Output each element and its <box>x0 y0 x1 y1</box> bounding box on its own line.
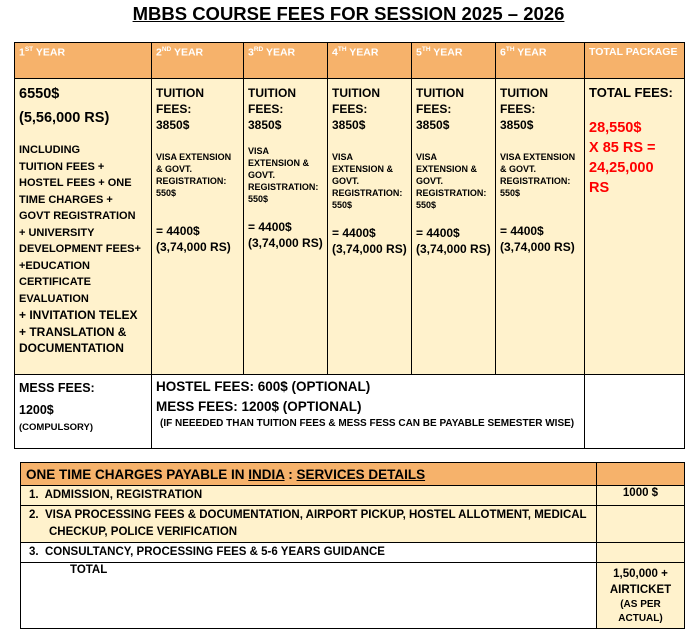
year-1-includes: INCLUDING TUITION FEES + HOSTEL FEES + ONE TIME CHARGES + GOVT REGISTRATION + UNIVERSITY DEVELOPMENT FEES+ +EDUCATION CERTIFICATE EVALUATION + INVITATION TELEX + TRANSLATION & DOCUMENTATION <box>19 144 141 355</box>
mess-fees-compulsory: MESS FEES: 1200$ (COMPULSORY) <box>15 375 152 449</box>
service-item-1-amount: 1000 $ <box>597 486 685 506</box>
services-total-label: TOTAL <box>21 563 597 629</box>
service-item-3: 3. CONSULTANCY, PROCESSING FEES & 5-6 YEARS GUIDANCE <box>21 543 685 563</box>
header-year-2: 2ND YEAR <box>152 43 244 79</box>
services-heading: ONE TIME CHARGES PAYABLE IN INDIA : SERVICES DETAILS <box>21 463 597 486</box>
services-total-row <box>21 563 685 629</box>
fee-table-year-row <box>15 79 685 375</box>
year-1-usd: 6550$ <box>19 86 60 102</box>
year-6-cell: TUITION FEES: 3850$ VISA EXTENSION & GOVT. REGISTRATION: 550$ = 4400$ (3,74,000 RS) <box>496 79 585 375</box>
total-fees-label: TOTAL FEES: <box>589 85 673 100</box>
total-fees-value: 28,550$ X 85 RS = 24,25,000 RS <box>589 120 656 196</box>
header-year-1: 1ST YEAR <box>15 43 152 79</box>
year-4-cell: TUITION FEES: 3850$ VISA EXTENSION & GOVT. REGISTRATION: 550$ = 4400$ (3,74,000 RS) <box>328 79 412 375</box>
service-item-1: 1. ADMISSION, REGISTRATION 1000 $ <box>21 486 685 506</box>
page-title: MBBS COURSE FEES FOR SESSION 2025 – 2026 <box>132 3 565 24</box>
services-header-row <box>21 463 685 486</box>
services-total-value: 1,50,000 + AIRTICKET (AS PER ACTUAL) <box>597 563 685 629</box>
year-1-inr: (5,56,000 RS) <box>19 110 110 126</box>
header-year-5: 5TH YEAR <box>412 43 496 79</box>
year-5-cell: TUITION FEES: 3850$ VISA EXTENSION & GOVT. REGISTRATION: 550$ = 4400$ (3,74,000 RS) <box>412 79 496 375</box>
total-package-cell <box>585 79 685 375</box>
services-heading-amount <box>597 463 685 486</box>
service-item-3-amount <box>597 543 685 563</box>
services-table <box>20 462 685 629</box>
optional-fees: HOSTEL FEES: 600$ (OPTIONAL) MESS FEES: 1200$ (OPTIONAL) (IF NEEEDED THAN TUITION FEES & MESS FESS CAN BE PAYABLE SEMESTER WISE) <box>152 375 585 449</box>
service-item-2: 2. VISA PROCESSING FEES & DOCUMENTATION, AIRPORT PICKUP, HOSTEL ALLOTMENT, MEDICAL CHECKUP, POLICE VERIFICATION <box>21 506 685 543</box>
header-year-6: 6TH YEAR <box>496 43 585 79</box>
header-year-4: 4TH YEAR <box>328 43 412 79</box>
service-item-2-amount <box>597 506 685 543</box>
fee-table-header-row <box>15 43 685 79</box>
mess-fees-row <box>15 375 685 449</box>
year-3-cell: TUITION FEES: 3850$ VISA EXTENSION & GOVT. REGISTRATION: 550$ = 4400$ (3,74,000 RS) <box>244 79 328 375</box>
mess-fees-empty <box>585 375 685 449</box>
fee-table <box>14 42 685 449</box>
year-2-cell: TUITION FEES: 3850$ VISA EXTENSION & GOVT. REGISTRATION: 550$ = 4400$ (3,74,000 RS) <box>152 79 244 375</box>
header-total-package: TOTAL PACKAGE <box>585 43 685 79</box>
year-1-cell <box>15 79 152 375</box>
header-year-3: 3RD YEAR <box>244 43 328 79</box>
